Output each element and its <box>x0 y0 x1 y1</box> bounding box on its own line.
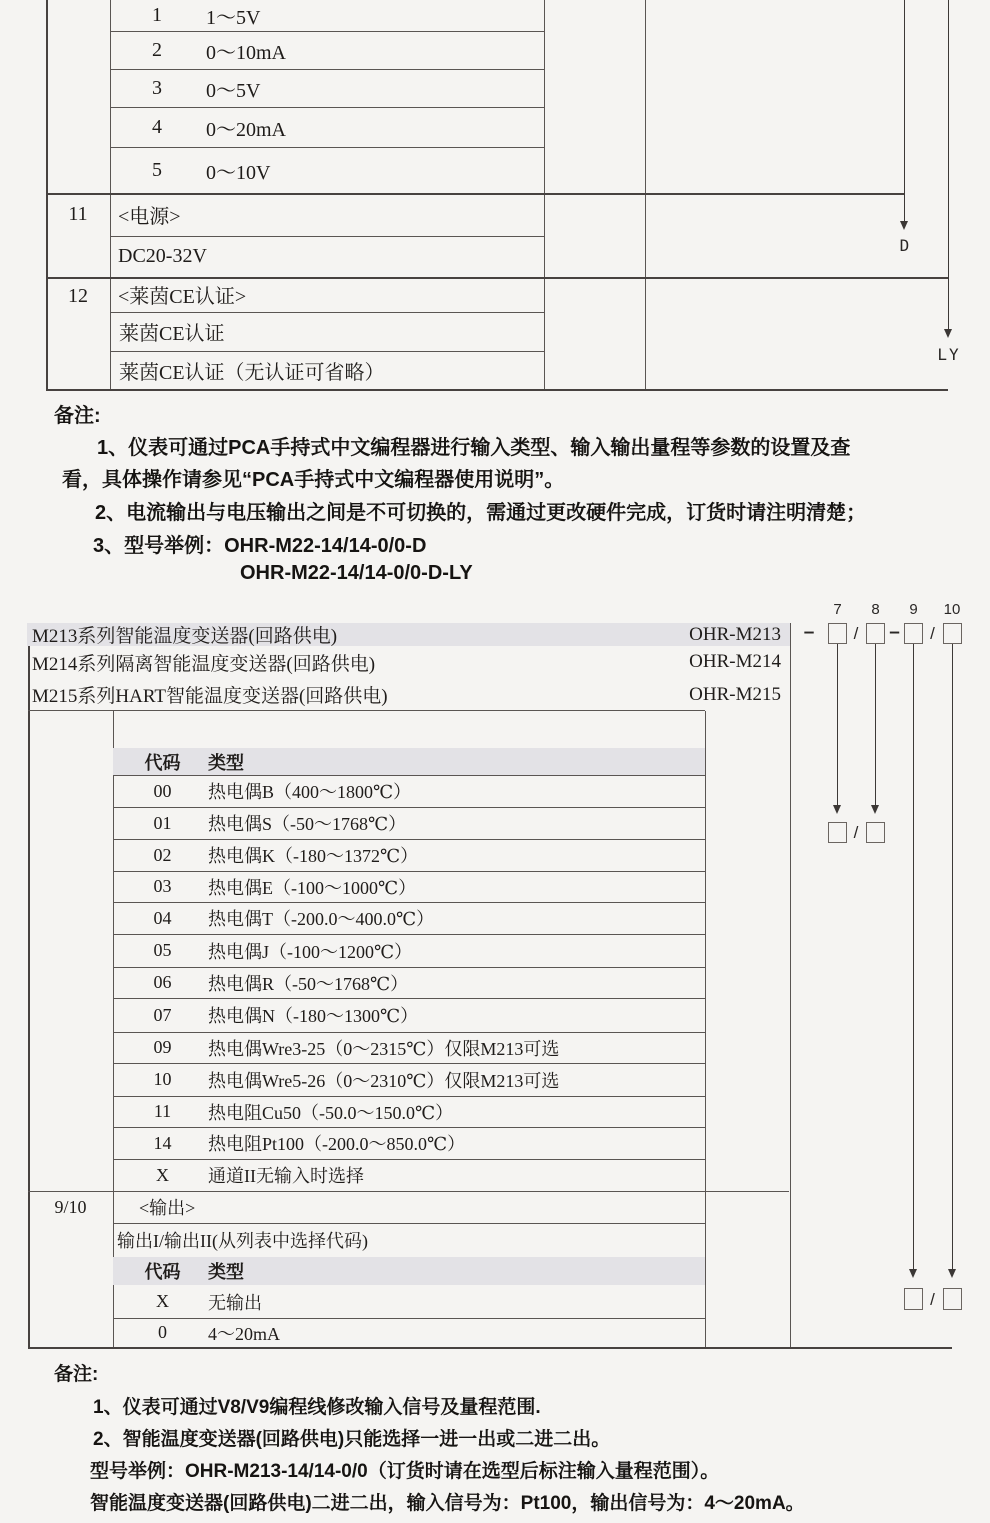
input-row <box>113 934 705 967</box>
row-number: 12 <box>68 284 88 307</box>
arrowhead-icon <box>833 805 841 814</box>
connector-line <box>837 644 838 806</box>
output-code: 0 <box>158 1322 167 1342</box>
input-code: 11 <box>153 1101 172 1121</box>
position-box <box>828 623 847 644</box>
input-code: 05 <box>153 940 172 960</box>
model-series-name: M214系列隔离智能温度变送器(回路供电) <box>32 653 376 675</box>
position-box <box>904 1288 923 1310</box>
table-row <box>110 31 544 69</box>
code-letter-d: D <box>899 235 910 255</box>
slash-separator: / <box>930 1290 935 1309</box>
arrowhead-icon <box>909 1269 917 1278</box>
output-row <box>113 1285 705 1318</box>
input-type: 通道II无输入时选择 <box>208 1166 364 1186</box>
note-line: 2、智能温度变送器(回路供电)只能选择一进一出或二进二出。 <box>93 1429 611 1450</box>
input-row <box>113 998 705 1032</box>
position-box <box>866 623 885 644</box>
input-code: 01 <box>153 812 172 833</box>
spec-header: <莱茵CE认证> <box>118 286 247 308</box>
position-box <box>943 1288 962 1310</box>
input-row <box>113 1032 705 1063</box>
connector-line <box>913 644 914 1270</box>
input-type: 热电偶Wre3-25（0～2315℃）仅限M213可选 <box>208 1038 560 1059</box>
position-number: 8 <box>871 600 880 618</box>
output-type: 无输出 <box>208 1292 262 1313</box>
input-row <box>113 807 705 839</box>
position-number: 9 <box>909 600 918 618</box>
input-code: 04 <box>153 907 172 928</box>
option-code: 3 <box>152 76 162 99</box>
arrowhead-icon <box>944 329 952 338</box>
note-line: 看，具体操作请参见“PCA手持式中文编程器使用说明”。 <box>62 469 565 491</box>
input-code: 10 <box>153 1069 172 1089</box>
output-type: 4～20mA <box>208 1323 280 1344</box>
position-box <box>943 623 962 644</box>
model-series-name: M213系列智能温度变送器(回路供电) <box>32 626 338 647</box>
position-number: 10 <box>943 600 961 618</box>
table-row <box>110 0 544 31</box>
table-row <box>110 147 544 193</box>
input-row <box>113 839 705 871</box>
position-box <box>828 822 847 843</box>
input-type: 热电偶T（-200.0～400.0℃） <box>208 909 435 929</box>
column-header-row <box>113 1257 705 1285</box>
option-value: 0～10V <box>206 161 271 184</box>
option-value: 0～10mA <box>206 41 286 64</box>
arrowhead-icon <box>871 805 879 814</box>
input-type: 热电偶S（-50～1768℃） <box>208 814 407 834</box>
position-number: 7 <box>833 600 842 618</box>
option-code: 2 <box>152 38 162 61</box>
input-row <box>113 1063 705 1096</box>
arrowhead-icon <box>948 1269 956 1278</box>
spec-header: <电源> <box>118 206 181 228</box>
connector-line <box>948 0 949 330</box>
note-line: 1、仪表可通过V8/V9编程线修改输入信号及量程范围. <box>93 1397 541 1418</box>
option-code: 5 <box>152 158 162 181</box>
row-line <box>28 710 705 711</box>
option-value: 0～20mA <box>206 118 286 141</box>
table-border-bottom <box>46 389 948 391</box>
input-row <box>113 902 705 934</box>
model-series-row <box>27 646 790 678</box>
slash-separator: / <box>853 822 859 842</box>
spec-header: <输出> <box>139 1198 196 1218</box>
row-number: 9/10 <box>54 1196 87 1217</box>
model-code: OHR-M214 <box>689 651 781 672</box>
arrowhead-icon <box>900 221 908 230</box>
notes-title: 备注: <box>54 1364 99 1385</box>
note-line: 型号举例：OHR-M213-14/14-0/0（订货时请在选型后标注输入量程范围）。 <box>90 1461 720 1482</box>
model-code: OHR-M215 <box>689 683 781 705</box>
table-border-bottom <box>28 1347 952 1349</box>
model-series-name: M215系列HART智能温度变送器(回路供电) <box>32 686 388 707</box>
input-type: 热电偶J（-100～1200℃） <box>208 941 413 962</box>
model-series-row <box>27 623 790 646</box>
input-row <box>113 1096 705 1127</box>
column-header-row <box>113 748 705 775</box>
note-line: OHR-M22-14/14-0/0-D-LY <box>240 562 473 584</box>
note-line: 2、电流输出与电压输出之间是不可切换的，需通过更改硬件完成，订货时请注明清楚； <box>95 502 867 524</box>
connector-line <box>875 644 876 806</box>
input-code: 07 <box>153 1004 172 1025</box>
table-row <box>110 107 544 147</box>
slash-separator: / <box>853 623 859 643</box>
connector-line <box>904 0 905 222</box>
table-divider <box>705 711 706 1349</box>
input-row <box>113 1127 705 1159</box>
input-code: 03 <box>153 876 172 896</box>
input-row <box>113 1159 705 1191</box>
option-value: 1～5V <box>206 7 261 29</box>
input-type: 热电阻Cu50（-50.0～150.0℃） <box>208 1102 454 1123</box>
input-code: 09 <box>153 1037 172 1057</box>
table-divider <box>645 0 646 390</box>
position-box <box>866 822 885 843</box>
connector-line <box>952 644 953 1270</box>
input-type: 热电偶E（-100～1000℃） <box>208 877 417 898</box>
position-box <box>904 623 923 644</box>
input-row <box>113 967 705 998</box>
model-code: OHR-M213 <box>689 623 781 645</box>
notes-title: 备注: <box>54 405 101 427</box>
input-type: 热电偶Wre5-26（0～2310℃）仅限M213可选 <box>208 1070 560 1091</box>
table-border-left <box>28 646 30 1349</box>
table-divider <box>790 623 791 1349</box>
code-letter-ly: LY <box>937 344 961 364</box>
input-type: 热电偶K（-180～1372℃） <box>208 846 419 866</box>
col-header-type: 类型 <box>208 1262 244 1282</box>
input-code: 06 <box>153 972 172 992</box>
spec-option: 莱茵CE认证（无认证可省略） <box>119 361 385 384</box>
input-type: 热电偶R（-50～1768℃） <box>208 973 409 994</box>
input-type: 热电偶N（-180～1300℃） <box>208 1006 419 1026</box>
col-header-type: 类型 <box>208 752 244 773</box>
input-code: X <box>156 1164 169 1185</box>
spec-value: DC20-32V <box>118 245 207 267</box>
option-value: 0～5V <box>206 79 261 102</box>
input-code: 02 <box>153 844 172 865</box>
model-series-row <box>27 678 790 711</box>
note-line: 3、型号举例：OHR-M22-14/14-0/0-D <box>93 535 427 557</box>
output-row <box>113 1318 705 1347</box>
input-row <box>113 871 705 902</box>
spec-option: 莱茵CE认证 <box>119 323 225 345</box>
input-code: 14 <box>153 1132 172 1153</box>
col-header-code: 代码 <box>144 752 181 773</box>
row-number: 11 <box>68 202 88 225</box>
table-divider <box>544 0 545 390</box>
spec-subheader: 输出I/输出II(从列表中选择代码) <box>117 1231 368 1251</box>
dash-separator: – <box>889 622 900 643</box>
option-code: 1 <box>152 4 162 26</box>
note-line: 1、仪表可通过PCA手持式中文编程器进行输入类型、输入输出量程等参数的设置及查 <box>97 437 851 459</box>
input-type: 热电偶B（400～1800℃） <box>208 782 412 802</box>
option-code: 4 <box>152 115 162 138</box>
output-code: X <box>156 1291 169 1311</box>
dash-separator: – <box>803 622 815 643</box>
input-code: 00 <box>153 780 172 801</box>
table-row <box>110 69 544 107</box>
input-type: 热电阻Pt100（-200.0～850.0℃） <box>208 1134 466 1154</box>
slash-separator: / <box>930 623 935 643</box>
note-line: 智能温度变送器(回路供电)二进二出，输入信号为：Pt100，输出信号为：4～20mA。 <box>90 1493 805 1514</box>
input-row <box>113 775 705 807</box>
col-header-code: 代码 <box>144 1262 181 1282</box>
